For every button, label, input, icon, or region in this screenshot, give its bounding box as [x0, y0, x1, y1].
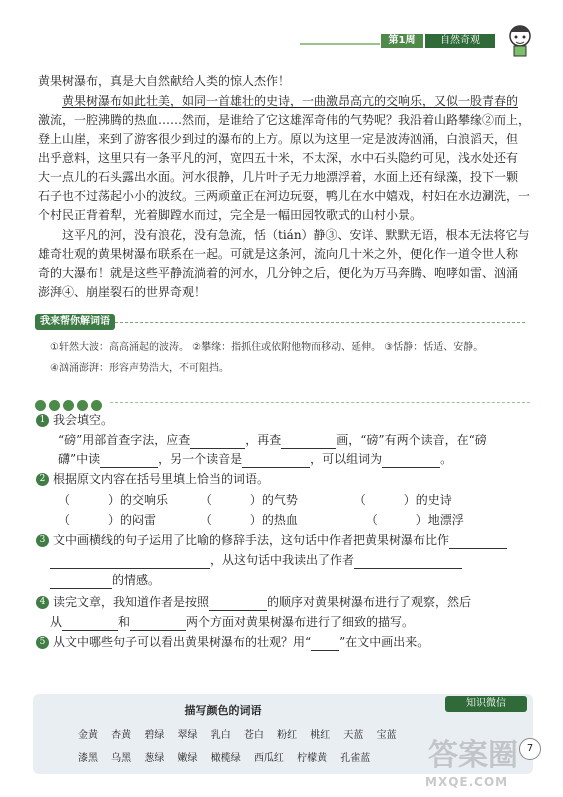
question-4-line: 从 和 两个方面对黄果树瀑布进行了细致的描写。: [50, 615, 415, 629]
question-5: 5 从文中哪些句子可以看出黄果树瀑布的壮观？用“ ”在文中画出来。: [36, 633, 429, 651]
page-number: 7: [519, 738, 541, 760]
answer-blank[interactable]: [130, 617, 186, 631]
answer-blank[interactable]: [311, 637, 339, 651]
passage-line: 这平凡的河，没有浪花，没有急流，恬（tián）静③、安详、默默无语，根本无法将它与: [62, 228, 530, 242]
answer-blank[interactable]: [242, 454, 310, 468]
question-3-line: 的情感。: [50, 571, 160, 589]
knowledge-badge: 知识微信: [445, 696, 527, 712]
answer-blank[interactable]: [209, 597, 267, 611]
passage-line: 大一点儿的石头露出水面。河水很静，几片叶子无力地漂浮着，水面上还有绿藻，投下一颗: [38, 170, 519, 184]
passage-line: 激流，一腔沸腾的热血……然而，是谁给了它这雄浑奇伟的气势呢？我沿着山路攀缘②而上，: [38, 113, 531, 127]
question-3: 3 文中画横线的句子运用了比喻的修辞手法，这句话中作者把黄果树瀑布比作: [36, 531, 507, 549]
passage-line: 澎湃④、崩崖裂石的世界奇观！: [38, 285, 207, 299]
answer-blank[interactable]: [449, 535, 507, 549]
passage-line: [38, 92, 552, 111]
question-4: 4 读完文章，我知道作者是按照 的顺序对黄果树瀑布进行了观察，然后: [36, 593, 471, 611]
answer-blank[interactable]: [382, 454, 440, 468]
question-1: 1 我会填空。: [36, 411, 113, 429]
underlined-sentence: 黄果树瀑布如此壮美，如同一首雄壮的史诗，一曲激昂高亢的交响乐，又似一股青春的: [62, 94, 519, 108]
passage-line: 雄奇壮观的黄果树瀑布联系在一起。可就是这条河，流向几十米之外，便化作一道令世人称: [38, 247, 519, 261]
passage-line: 个村民正背着犁，光着脚蹚水而过，完全是一幅田园牧歌式的山村小景。: [38, 208, 423, 222]
answer-blank[interactable]: [50, 555, 210, 569]
color-words-row: 金黄 杏黄 碧绿 翠绿 乳白 苍白 粉红 桃红 天蓝 宝蓝: [78, 730, 397, 741]
answer-blank[interactable]: [354, 555, 462, 569]
watermark: 答案圈: [428, 738, 518, 773]
passage-line: 出乎意料，这里只有一条平凡的河，宽四五十米，不太深，水中石头隐约可见，浅水处还有: [38, 151, 519, 165]
passage-line: 黄果树瀑布，真是大自然献给人类的惊人杰作！: [38, 74, 291, 88]
passage-line: 石子也不过荡起小小的波纹。三两顽童正在河边玩耍，鸭儿在水中嬉戏，村妇在水边涮洗，一: [38, 189, 531, 203]
question-1-line: 礴”中读 ，另一个读音是 ，可以组词为 。: [58, 452, 453, 466]
knowledge-title: 描写颜色的词语: [184, 704, 262, 717]
question-2-row: （ ）的闷雷 （ ）的热血 （ ）地漂浮: [58, 513, 464, 527]
week-label: 第1周: [381, 34, 423, 48]
question-2: 2 根据原文内容在括号里填上恰当的词语。: [36, 470, 269, 488]
vocab-note: ①轩然大波：高高涌起的波涛。 ②攀缘：指抓住或依附他物而移动、延伸。 ③恬静：恬适、安静。: [50, 342, 484, 353]
answer-blank[interactable]: [50, 575, 112, 589]
passage-line: 登上山崖，来到了游客很少到过的瀑布的上方。原以为这里一定是波涛汹涌，白浪滔天，但: [38, 132, 519, 146]
watermark-url: MXQE.COM: [425, 775, 509, 789]
unit-label: 自然奇观: [425, 34, 495, 48]
question-3-line: ，从这句话中我读出了作者: [50, 551, 462, 569]
color-words-row: 漆黑 乌黑 葱绿 嫩绿 橄榄绿 西瓜红 柠檬黄 孔雀蓝: [78, 753, 371, 764]
mascot-icon: [500, 20, 540, 60]
passage-line: 奇的大瀑布！就是这些平静流淌着的河水，几分钟之后，便化为万马奔腾、咆哮如雷、汹涌: [38, 266, 519, 280]
vocab-title: 我来帮你解词语: [35, 314, 115, 330]
header-rule: [300, 43, 380, 45]
question-1-line: “磅”用部首查字法，应查 ，再查 画，“磅”有两个读音，在“磅: [58, 433, 487, 447]
divider: [115, 322, 525, 323]
answer-blank[interactable]: [62, 617, 118, 631]
answer-blank[interactable]: [190, 435, 245, 449]
vocab-note: ④汹涌澎湃：形容声势浩大，不可阻挡。: [50, 363, 229, 374]
question-2-row: （ ）的交响乐 （ ）的气势 （ ）的史诗: [58, 493, 452, 507]
answer-blank[interactable]: [100, 454, 158, 468]
divider: [110, 402, 530, 403]
answer-blank[interactable]: [281, 435, 336, 449]
